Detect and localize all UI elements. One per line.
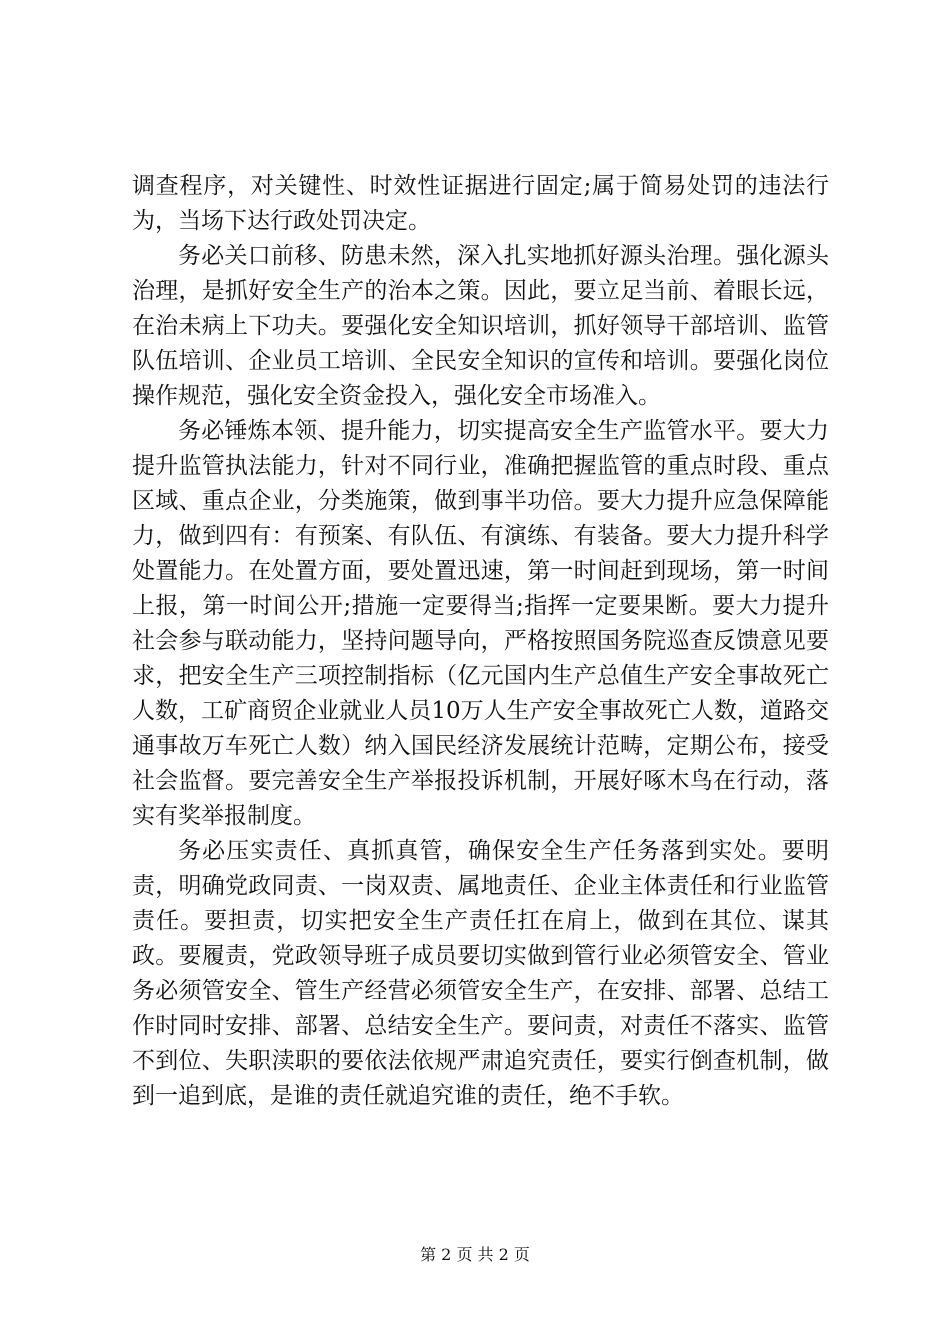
paragraph-3: 务必锤炼本领、提升能力，切实提高安全生产监管水平。要大力提升监管执法能力，针对不同行业，准确把握监管的重点时段、重点区域、重点企业，分类施策，做到事半功倍。要大力提升应急保障能力，做到四有：有预案、有队伍、有演练、有装备。要大力提升科学处置能力。在处置方面，要处置迅速，第一时间赶到现场，第一时间上报，第一时间公开;措施一定要得当;指挥一定要果断。要大力提升社会参与联动能力，坚持问题导向，严格按照国务院巡查反馈意见要求，把安全生产三项控制指标（亿元国内生产总值生产安全事故死亡人数，工矿商贸企业就业人员10万人生产安全事故死亡人数，道路交通事故万车死亡人数）纳入国民经济发展统计范畴，定期公布，接受社会监督。要完善安全生产举报投诉机制，开展好啄木鸟在行动，落实有奖举报制度。 [132,418,829,829]
paragraph-4: 务必压实责任、真抓真管，确保安全生产任务落到实处。要明责，明确党政同责、一岗双责、属地责任、企业主体责任和行业监管责任。要担责，切实把安全生产责任扛在肩上，做到在其位、谋其政。要履责，党政领导班子成员要切实做到管行业必须管安全、管业务必须管安全、管生产经营必须管安全生产，在安排、部署、总结工作时同时安排、部署、总结安全生产。要问责，对责任不落实、监管不到位、失职渎职的要依法依规严肃追究责任，要实行倒查机制，做到一追到底，是谁的责任就追究谁的责任，绝不手软。 [132,838,829,1109]
paragraph-2: 务必关口前移、防患未然，深入扎实地抓好源头治理。强化源头治理，是抓好安全生产的治本之策。因此，要立足当前、着眼长远，在治未病上下功夫。要强化安全知识培训，抓好领导干部培训、监管队伍培训、企业员工培训、全民安全知识的宣传和培训。要强化岗位操作规范，强化安全资金投入，强化安全市场准入。 [132,243,829,409]
page-footer: 第 2 页 共 2 页 [420,1245,530,1264]
paragraph-1: 调查程序，对关键性、时效性证据进行固定;属于简易处罚的违法行为，当场下达行政处罚决定。 [132,173,829,234]
document-body [132,169,829,1114]
